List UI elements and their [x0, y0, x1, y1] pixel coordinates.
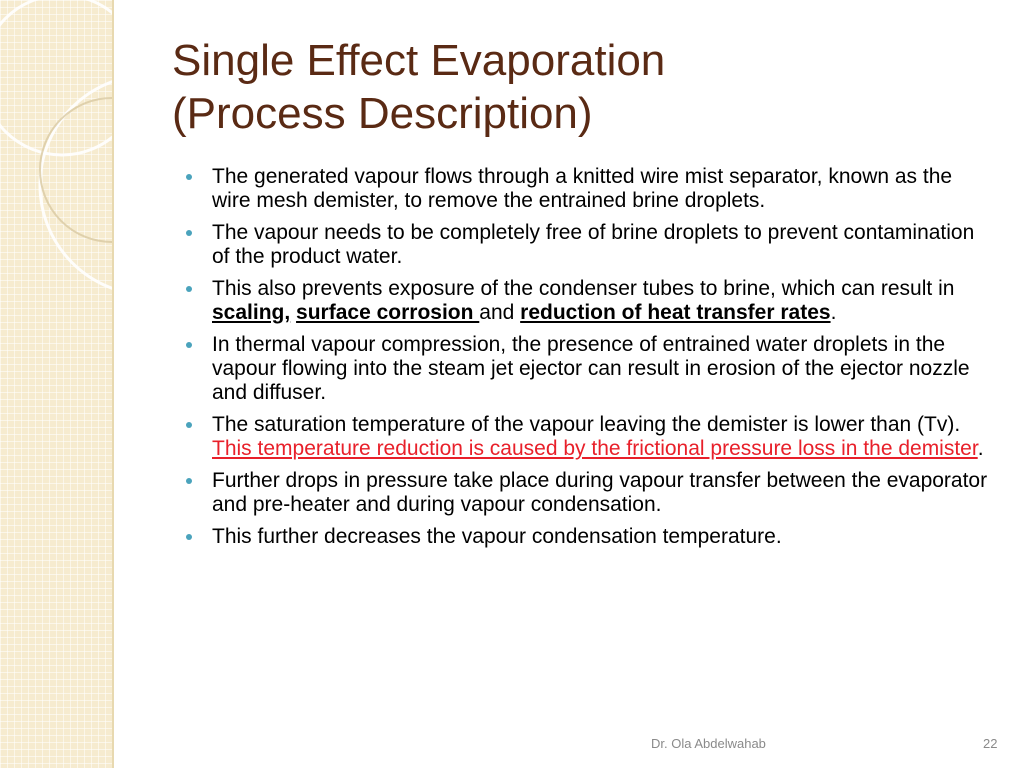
bullet-text: and	[479, 301, 521, 324]
bullet-text: The generated vapour flows through a knitted wire mist separator, known as the wire mesh demister, to remove the entrained brine droplets.	[212, 165, 953, 212]
sidebar-divider	[112, 0, 114, 768]
bullet-list	[186, 165, 996, 557]
bullet-text: This further decreases the vapour condensation temperature.	[212, 525, 782, 548]
bullet-text: .	[977, 437, 984, 460]
bullet-item	[186, 333, 996, 405]
footer-author: Dr. Ola Abdelwahab	[651, 736, 766, 751]
bullet-item	[186, 277, 996, 325]
bullet-dot-icon	[186, 422, 192, 428]
bullet-dot-icon	[186, 534, 192, 540]
bullet-dot-icon	[186, 230, 192, 236]
bullet-item	[186, 165, 996, 213]
bullet-dot-icon	[186, 286, 192, 292]
bullet-item	[186, 525, 996, 549]
term-scaling: scaling,	[212, 301, 291, 324]
bullet-text: The vapour needs to be completely free of brine droplets to prevent contamination of the product water.	[212, 221, 975, 268]
bullet-text: The saturation temperature of the vapour leaving the demister is lower than (Tv).	[212, 413, 961, 436]
bullet-text: Further drops in pressure take place during vapour transfer between the evaporator and pre-heater and during vapour condensation.	[212, 469, 988, 516]
slide-title	[172, 34, 972, 140]
decorative-sidebar	[0, 0, 112, 768]
bullet-dot-icon	[186, 478, 192, 484]
term-heat-transfer: reduction of heat transfer rates	[520, 301, 831, 324]
bullet-text: .	[830, 301, 837, 324]
bullet-dot-icon	[186, 174, 192, 180]
term-surface-corrosion: surface corrosion	[296, 301, 480, 324]
highlighted-text: This temperature reduction is caused by the frictional pressure loss in the demister	[212, 437, 978, 460]
bullet-item	[186, 221, 996, 269]
bullet-item	[186, 413, 996, 461]
bullet-item	[186, 469, 996, 517]
bullet-text: In thermal vapour compression, the presence of entrained water droplets in the vapour flowing into the steam jet ejector can result in erosion of the ejector nozzle and diffuser.	[212, 333, 970, 404]
title-line-2: (Process Description)	[172, 89, 593, 138]
bullet-dot-icon	[186, 342, 192, 348]
title-line-1: Single Effect Evaporation	[172, 36, 666, 85]
bullet-text: This also prevents exposure of the condenser tubes to brine, which can result in	[212, 277, 955, 300]
page-number: 22	[983, 736, 998, 751]
decorative-circles	[0, 0, 112, 768]
